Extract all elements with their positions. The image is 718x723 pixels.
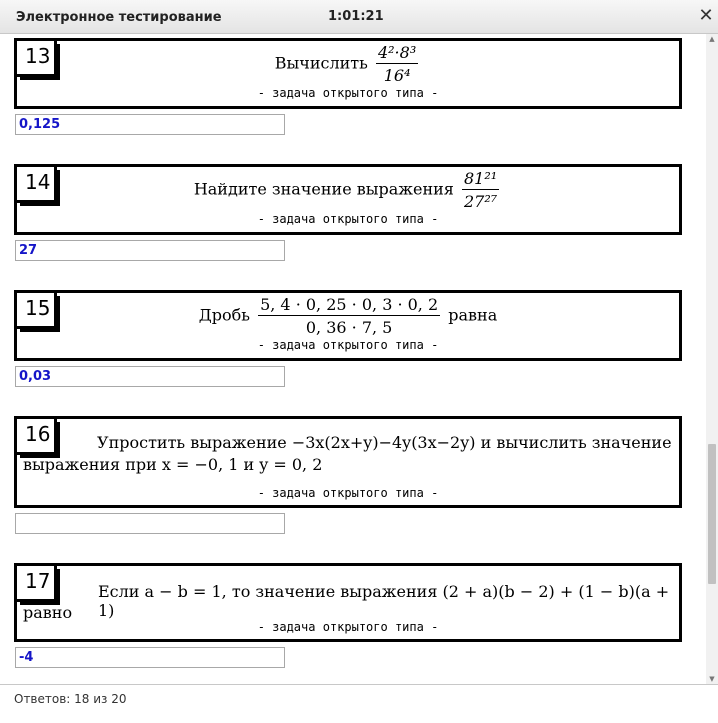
status-bar <box>0 684 718 715</box>
task-number: 13 <box>17 41 57 77</box>
task-number: 15 <box>17 293 57 329</box>
scrollbar[interactable] <box>706 34 718 684</box>
title-bar <box>0 0 718 34</box>
denominator: 16⁴ <box>383 66 411 85</box>
question-text: Дробь <box>198 305 250 325</box>
window-title: Электронное тестирование <box>16 10 222 25</box>
task-15 <box>14 290 682 361</box>
fraction <box>258 295 440 337</box>
arrow-down-icon[interactable]: ▼ <box>709 675 715 683</box>
answer-input-17[interactable]: -4 <box>15 647 285 668</box>
task-number: 14 <box>17 167 57 203</box>
task-question <box>17 295 679 337</box>
arrow-up-icon[interactable]: ▲ <box>709 35 715 43</box>
task-type-note: - задача открытого типа - <box>257 212 439 226</box>
scrollbar-thumb[interactable] <box>708 444 716 584</box>
task-number: 17 <box>17 566 57 602</box>
task-question-line-1: Если a − b = 1, то значение выражения (2 + a)(b − 2) + (1 − b)(a + 1) <box>98 582 670 620</box>
task-number: 16 <box>17 419 57 455</box>
answer-input-14[interactable]: 27 <box>15 240 285 261</box>
answer-input-16[interactable] <box>15 513 285 534</box>
denominator: 0, 36 · 7, 5 <box>305 318 393 337</box>
denominator: 27²⁷ <box>463 192 498 211</box>
numerator: 4²·8³ <box>377 43 417 62</box>
question-text-end: равна <box>448 305 498 325</box>
answered-count: Ответов: 18 из 20 <box>14 692 127 706</box>
answer-input-13[interactable]: 0,125 <box>15 114 285 135</box>
task-type-note: - задача открытого типа - <box>257 338 439 352</box>
task-question-line-2: выражения при x = −0, 1 и y = 0, 2 <box>23 455 323 474</box>
question-text: Найдите значение выражения <box>193 179 454 199</box>
close-icon[interactable]: ✕ <box>698 5 714 26</box>
task-14 <box>14 164 682 235</box>
fraction <box>462 169 499 211</box>
numerator: 5, 4 · 0, 25 · 0, 3 · 0, 2 <box>260 295 439 314</box>
task-question-line-1: Упростить выражение −3x(2x+y)−4y(3x−2y) и вычислить значение <box>97 433 672 452</box>
answer-input-15[interactable]: 0,03 <box>15 366 285 387</box>
task-type-note: - задача открытого типа - <box>257 486 439 500</box>
task-type-note: - задача открытого типа - <box>257 620 439 634</box>
numerator: 81²¹ <box>463 169 498 188</box>
task-type-note: - задача открытого типа - <box>257 86 439 100</box>
question-text: Вычислить <box>274 53 368 73</box>
task-list[interactable] <box>0 34 706 684</box>
task-question <box>17 169 679 211</box>
task-13 <box>14 38 682 109</box>
task-question <box>17 43 679 85</box>
task-17 <box>14 563 682 642</box>
task-question-line-2: равно <box>23 603 73 622</box>
fraction <box>376 43 418 85</box>
timer: 1:01:21 <box>328 9 384 24</box>
task-16 <box>14 416 682 508</box>
